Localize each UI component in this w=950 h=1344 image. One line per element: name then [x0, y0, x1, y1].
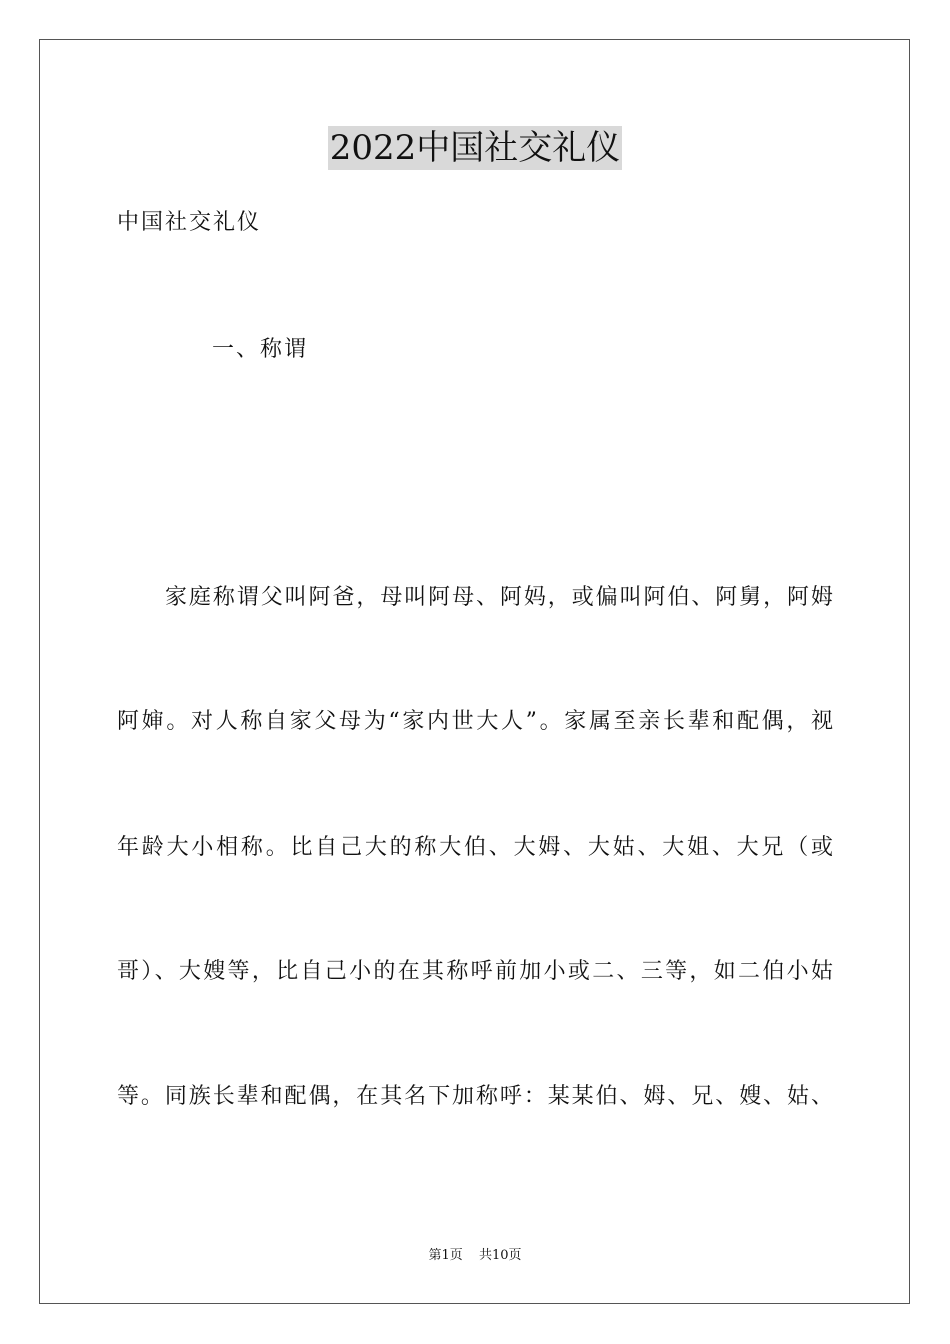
document-title: 2022中国社交礼仪 [329, 128, 621, 168]
paragraph-line-3: 年龄大小相称。比自己大的称大伯、大姆、大姑、大姐、大兄（或 [117, 835, 833, 860]
total-pages: 共10页 [478, 1248, 522, 1263]
paragraph-line-5: 等。同族长辈和配偶，在其名下加称呼：某某伯、姆、兄、嫂、姑、 [117, 1084, 833, 1109]
document-subtitle: 中国社交礼仪 [117, 210, 262, 235]
page-footer [0, 1246, 950, 1266]
section-heading: 一、称谓 [212, 337, 309, 362]
title-container [0, 126, 950, 170]
page-number: 第1页 [428, 1248, 463, 1263]
paragraph-line-2: 阿婶。对人称自家父母为“家内世大人”。家属至亲长辈和配偶，视 [117, 709, 833, 734]
paragraph-line-4: 哥）、大嫂等，比自己小的在其称呼前加小或二、三等，如二伯小姑 [117, 959, 833, 984]
paragraph-line-1: 家庭称谓父叫阿爸，母叫阿母、阿妈，或偏叫阿伯、阿舅，阿姆 [165, 585, 833, 610]
